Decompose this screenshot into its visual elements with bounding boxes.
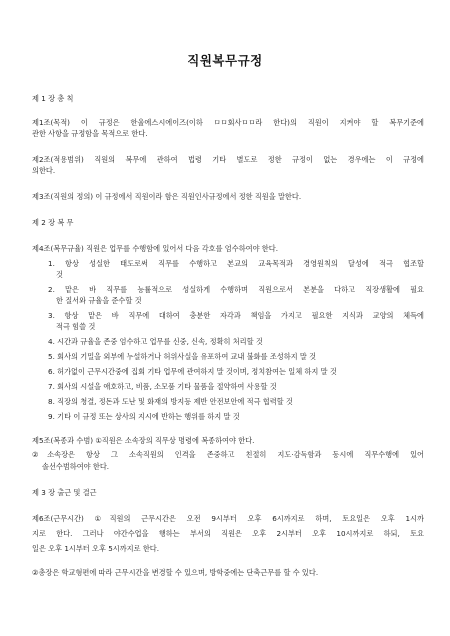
article-5-line-2: ②소속장은 항상 그 소속직원의 인격을 존중하고 친절히 지도·감독함과 동시에 직무수행에 있어 <box>32 450 424 459</box>
chapter-2-heading: 제 2 장 복 무 <box>32 218 74 227</box>
article-2-line-2: 의한다. <box>32 166 56 175</box>
article-6-line-2: 지로 한다. 그러나 야간수업을 행하는 부서의 직원은 오후 2시부터 오후 10시까지로 하되, 토요 <box>32 529 424 538</box>
article-4-item-1-line-1: 1. 항상 성실한 태도로써 직무를 수행하고 본교의 교육목적과 경영원칙의 달성에 적극 협조할 <box>48 259 424 268</box>
article-4-item-7: 7. 회사의 시설을 애호하고, 비품, 소모품 기타 물품을 절약하여 사용할 것 <box>48 382 277 391</box>
article-1-line-2: 관한 사항을 규정함을 목적으로 한다. <box>32 129 148 138</box>
article-4-item-2-line-1: 2. 맡은 바 직무를 능률적으로 성실하게 수행하며 직원으로서 본분을 다하고 직장생활에 필요 <box>48 285 424 294</box>
article-4-item-9: 9. 기타 이 규정 또는 상사의 지시에 반하는 행위를 하지 말 것 <box>48 412 240 421</box>
article-4-intro: 제4조(복무규율) 직원은 업무를 수행함에 있어서 다음 각호를 엄수하여야 한다. <box>32 244 278 253</box>
article-4-item-8: 8. 직장의 청결, 정돈과 도난 및 화재의 방지등 제반 안전보안에 적극 협력할 것 <box>48 397 293 406</box>
article-6-line-1: 제6조(근무시간) ①직원의 근무시간은 오전 9시부터 오후 6시까지로 하며, 토요일은 오후 1시까 <box>32 514 424 523</box>
article-4-item-5: 5. 회사의 기밀을 외부에 누설하거나 허위사실을 유포하여 교내 불화를 조성하지 말 것 <box>48 352 317 361</box>
article-5-line-1: 제5조(복종과 수범) ①직원은 소속장의 직무상 명령에 복종하여야 한다. <box>32 436 255 445</box>
article-3: 제3조(직원의 정의) 이 규정에서 직원이라 함은 직원인사규정에서 정한 직원을 말한다. <box>32 192 302 201</box>
article-6-paragraph-2: ②총장은 학교형편에 따라 근무시간을 변경할 수 있으며, 방학중에는 단축근무를 할 수 있다. <box>32 568 319 577</box>
article-4-item-3-line-2: 적극 힘쓸 것 <box>56 322 96 331</box>
article-2-line-1: 제2조(적용범위) 직원의 복무에 관하여 법령 기타 별도로 정한 규정이 없는 경우에는 이 규정에 <box>32 155 424 164</box>
article-6-line-3: 일은 오후 1시부터 오후 5시까지로 한다. <box>32 544 160 553</box>
article-4-item-3-line-1: 3. 항상 맡은 바 직무에 대하여 충분한 자각과 책임을 가지고 필요한 지식과 교양의 체득에 <box>48 311 424 320</box>
chapter-1-heading: 제 1 장 총 칙 <box>32 94 74 103</box>
chapter-3-heading: 제 3 장 출근 및 결근 <box>32 488 97 497</box>
article-1-line-1: 제1조(목적) 이 규정은 한울에스시에이즈(이하 ㅁㅁ회사ㅁㅁ라 한다)의 직원이 지켜야 할 복무기준에 <box>32 118 424 127</box>
article-4-item-4: 4. 시간과 규율을 존중 엄수하고 업무를 신중, 신속, 정확히 처리할 것 <box>48 337 263 346</box>
document-title: 직원복무규정 <box>187 53 263 68</box>
article-4-item-2-line-2: 한 질서와 규율을 준수할 것 <box>56 296 142 305</box>
article-4-item-1-line-2: 것 <box>56 270 63 279</box>
article-4-item-6: 6. 허가없이 근무시간중에 집회 기타 업무에 관여하지 말 것이며, 정치참여는 일체 하지 말 것 <box>48 367 337 376</box>
article-5-line-3: 솔선수범하여야 한다. <box>42 462 110 471</box>
